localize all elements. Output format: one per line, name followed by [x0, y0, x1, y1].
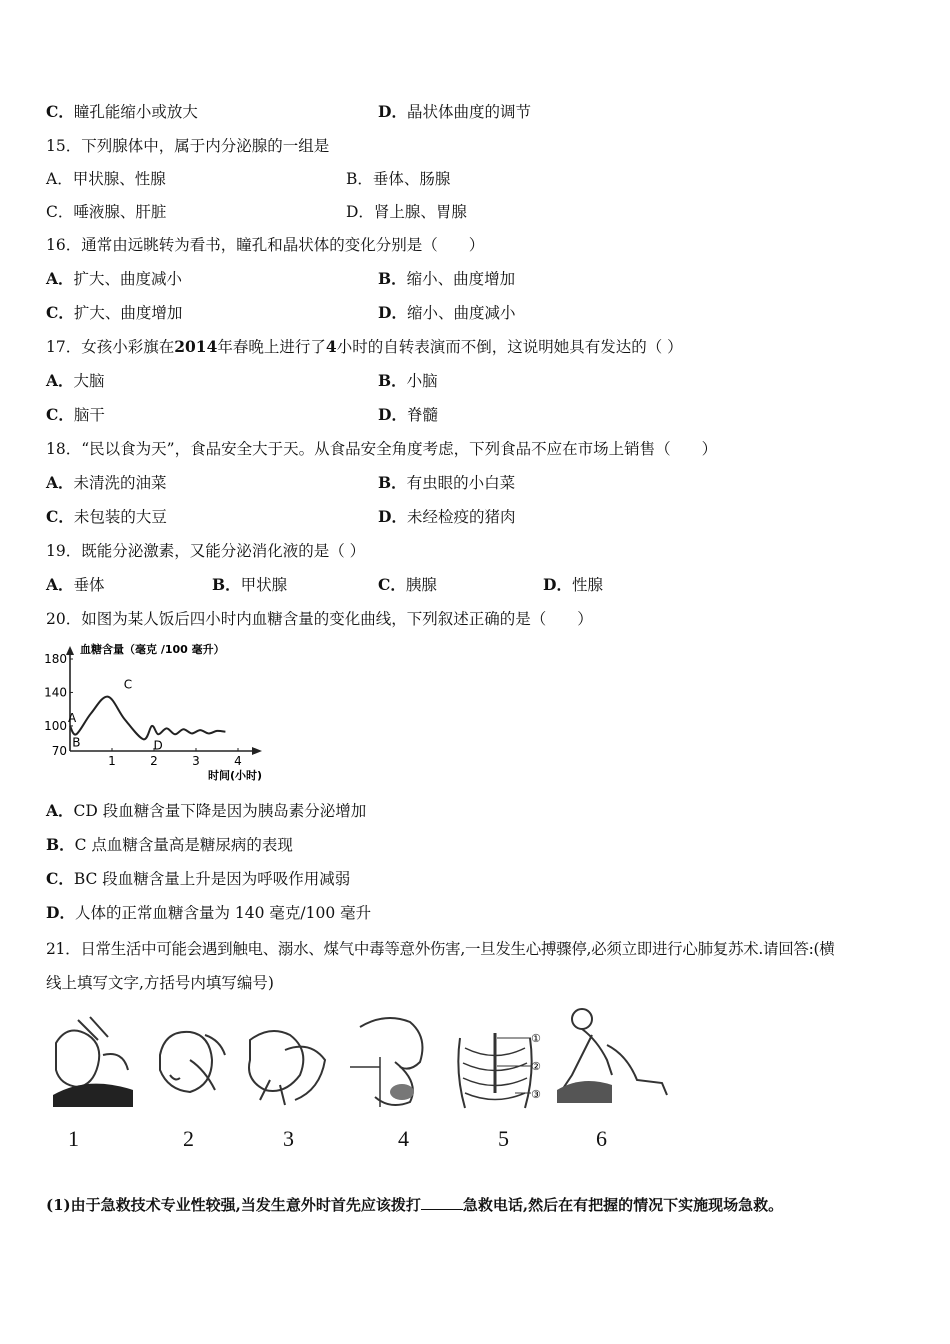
q19-stem: 19．既能分泌激素，又能分泌消化液的是（ ） [46, 542, 366, 560]
x-tick-label: 2 [150, 754, 158, 768]
chart-axes [66, 646, 262, 755]
option-letter: D． [378, 405, 407, 424]
chart-point-B: B [72, 735, 81, 750]
x-tick-label: 3 [192, 754, 200, 768]
q19-option-a [46, 575, 105, 595]
q21-sub1 [46, 1195, 783, 1215]
rib-label-2: ② [531, 1060, 541, 1073]
q18-option-b [378, 473, 515, 493]
q16-stem: 16．通常由远眺转为看书，瞳孔和晶状体的变化分别是（ ） [46, 236, 485, 254]
figure-number-3: 3 [283, 1126, 294, 1151]
option-text: 晶状体曲度的调节 [406, 103, 531, 121]
x-axis-arrow [252, 747, 262, 755]
option-letter: C． [46, 507, 74, 526]
cpr-step-2-illustration [150, 1020, 230, 1110]
option-text: 未包装的大豆 [73, 508, 167, 526]
q21-stem-line2: 线上填写文字,方括号内填写编号) [46, 974, 274, 992]
option-text: 性腺 [571, 576, 603, 594]
q20-option-a [46, 801, 366, 821]
option-letter: A． [46, 801, 74, 820]
q18-option-a [46, 473, 167, 493]
option-letter: C． [378, 575, 406, 594]
q17-option-d [378, 405, 438, 425]
q15-stem: 15．下列腺体中，属于内分泌腺的一组是 [46, 137, 330, 155]
blood-glucose-chart [40, 638, 280, 788]
option-text: 脑干 [73, 406, 105, 424]
q17-stem-part: 17．女孩小彩旗在 [46, 338, 175, 356]
option-letter: B． [378, 473, 407, 492]
option-text: 缩小、曲度减小 [406, 304, 516, 322]
option-text: 甲状腺 [240, 576, 288, 594]
q17-stem-part: 小时的自转表演而不倒，这说明她具有发达的（ ） [336, 338, 683, 356]
y-tick-label: 140 [44, 685, 67, 700]
option-text: 人体的正常血糖含量为 140 毫克/100 毫升 [74, 904, 372, 922]
chart-ylabel: 血糖含量（毫克 /100 毫升） [80, 643, 225, 656]
q20-stem: 20．如图为某人饭后四小时内血糖含量的变化曲线，下列叙述正确的是（ ） [46, 610, 593, 628]
q18-stem: 18．“民以食为天”，食品安全大于天。从食品安全角度考虑，下列食品不应在市场上销售（ ） [46, 440, 718, 458]
q14-option-c [46, 102, 198, 122]
option-letter: C． [46, 102, 74, 121]
chart-xlabel: 时间(小时) [208, 769, 263, 782]
option-letter: B． [378, 269, 407, 288]
q15-option-d: D．肾上腺、胃腺 [346, 203, 467, 221]
chart-point-labels [68, 678, 163, 753]
chart-point-D: D [153, 738, 163, 753]
option-letter: D． [543, 575, 572, 594]
option-text: 小脑 [406, 372, 438, 390]
option-text: 扩大、曲度增加 [73, 304, 183, 322]
option-text: 垂体 [73, 576, 105, 594]
option-letter: A． [46, 575, 74, 594]
option-letter: B． [212, 575, 241, 594]
x-tick-label: 4 [234, 754, 242, 768]
option-text: 未清洗的油菜 [73, 474, 167, 492]
q21-sub1-text-a: (1)由于急救技术专业性较强,当发生意外时首先应该拨打 [46, 1196, 421, 1214]
x-tick-label: 1 [108, 754, 116, 768]
option-letter: A． [46, 371, 74, 390]
chart-point-A: A [68, 710, 77, 725]
option-letter: A． [46, 473, 74, 492]
option-letter: B． [46, 835, 75, 854]
option-text: 未经检疫的猪肉 [406, 508, 516, 526]
figure-number-2: 2 [183, 1126, 194, 1151]
option-letter: D． [378, 102, 407, 121]
cpr-step-5-ribcage-illustration [445, 1018, 545, 1113]
q20-option-b [46, 835, 293, 855]
option-letter: D． [378, 507, 407, 526]
q16-option-d [378, 303, 515, 323]
option-letter: D． [46, 903, 75, 922]
rib-label-3: ③ [531, 1088, 541, 1101]
q17-option-c [46, 405, 105, 425]
q17-stem [46, 337, 683, 357]
q19-option-c [378, 575, 437, 595]
figure-number-5: 5 [498, 1126, 509, 1151]
y-tick-label: 70 [51, 744, 67, 758]
figure-number-4: 4 [398, 1126, 409, 1151]
cpr-step-6-illustration [552, 1005, 682, 1110]
q17-option-a [46, 371, 105, 391]
figure-number-6: 6 [596, 1126, 607, 1151]
option-text: C 点血糖含量高是糖尿病的表现 [74, 836, 293, 854]
y-tick-label: 180 [44, 652, 67, 666]
option-letter: C． [46, 303, 74, 322]
option-text: 缩小、曲度增加 [406, 270, 516, 288]
option-text: 脊髓 [406, 406, 438, 424]
q17-hours: 4 [325, 337, 337, 356]
q18-option-d [378, 507, 515, 527]
q20-option-d [46, 903, 371, 923]
option-text: 扩大、曲度减小 [73, 270, 183, 288]
q16-option-a [46, 269, 182, 289]
q17-stem-part: 年春晚上进行了 [217, 338, 326, 356]
q19-option-d [543, 575, 603, 595]
q17-year: 2014 [174, 337, 218, 356]
option-letter: B． [378, 371, 407, 390]
q20-option-c [46, 869, 350, 889]
option-text: 大脑 [73, 372, 105, 390]
option-text: 瞳孔能缩小或放大 [73, 103, 198, 121]
q14-option-d [378, 102, 531, 122]
cpr-step-1-illustration [48, 1015, 138, 1110]
option-text: BC 段血糖含量上升是因为呼吸作用减弱 [73, 870, 351, 888]
chart-series-line [70, 697, 225, 740]
option-text: 有虫眼的小白菜 [406, 474, 516, 492]
option-letter: C． [46, 405, 74, 424]
option-text: CD 段血糖含量下降是因为胰岛素分泌增加 [73, 802, 367, 820]
rib-label-1: ① [531, 1032, 541, 1045]
q19-option-b [212, 575, 287, 595]
option-text: 胰腺 [405, 576, 437, 594]
option-letter: D． [378, 303, 407, 322]
y-axis-arrow [66, 646, 74, 655]
figure-number-1: 1 [68, 1126, 79, 1151]
option-letter: A． [46, 269, 74, 288]
q15-option-a: A．甲状腺、性腺 [46, 170, 166, 188]
option-letter: C． [46, 869, 74, 888]
q16-option-b [378, 269, 515, 289]
q18-option-c [46, 507, 167, 527]
cpr-step-3-illustration [240, 1020, 330, 1110]
q17-option-b [378, 371, 438, 391]
q21-sub1-text-b: 急救电话,然后在有把握的情况下实施现场急救。 [462, 1196, 784, 1214]
answer-blank[interactable] [421, 1195, 463, 1210]
q15-option-b: B．垂体、肠腺 [346, 170, 451, 188]
q21-stem-line1: 21．日常生活中可能会遇到触电、溺水、煤气中毒等意外伤害,一旦发生心搏骤停,必须立即进行心肺复苏术.请回答:(横 [46, 940, 835, 958]
cpr-step-4-illustration [340, 1012, 435, 1112]
q15-option-c: C．唾液腺、肝脏 [46, 203, 167, 221]
y-tick-label: 100 [44, 718, 67, 733]
chart-point-C: C [123, 677, 133, 692]
q16-option-c [46, 303, 182, 323]
